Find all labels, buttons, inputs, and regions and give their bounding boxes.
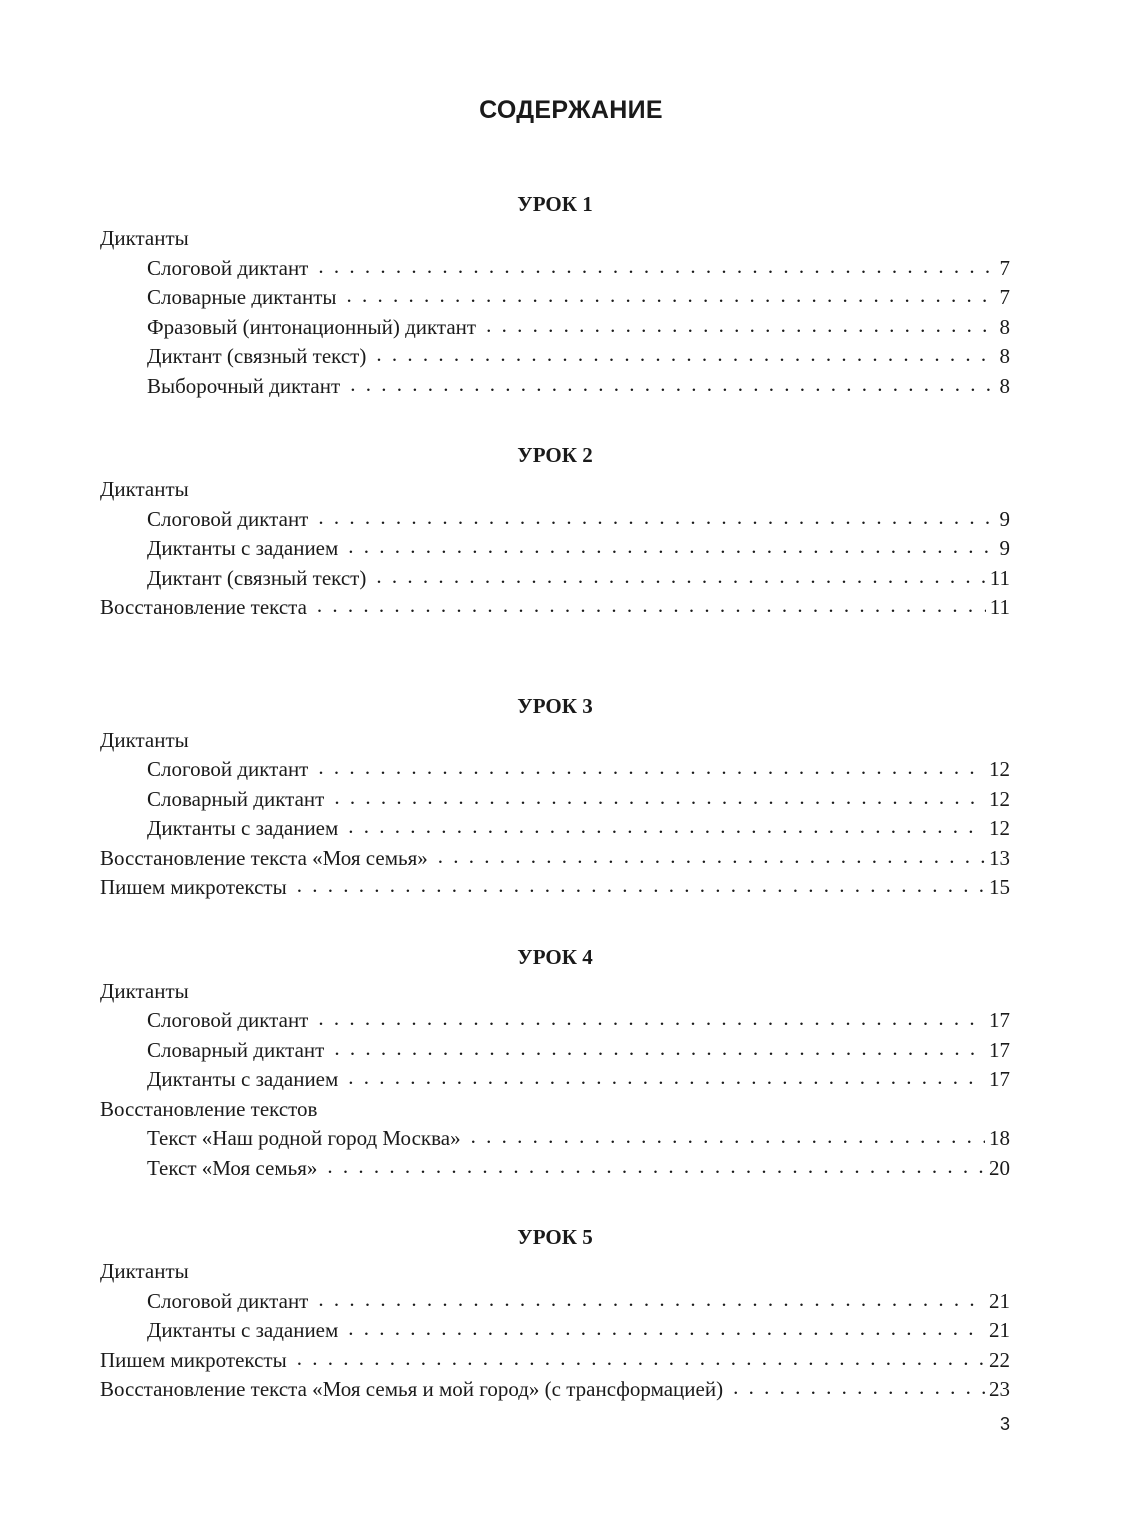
entry-page-number: 22 [989, 1347, 1010, 1372]
toc-entry[interactable] [100, 254, 1010, 284]
lesson-section [100, 1219, 1010, 1405]
dot-leader [334, 1034, 985, 1064]
entry-page-number: 8 [999, 314, 1010, 339]
entry-title: Текст «Наш родной город Москва» [147, 1126, 461, 1150]
dot-leader [318, 1285, 985, 1315]
lesson-section [100, 688, 1010, 903]
group-label: Диктанты [100, 978, 189, 1003]
table-of-contents [100, 186, 1010, 1441]
dot-leader [317, 591, 986, 621]
lesson-heading: УРОК 1 [517, 192, 593, 216]
lesson-heading: УРОК 3 [517, 693, 593, 718]
dot-leader [733, 1373, 985, 1403]
toc-entry[interactable] [100, 1124, 1010, 1154]
toc-entry[interactable] [100, 1065, 1010, 1095]
dot-leader [334, 783, 985, 813]
entry-title: Пишем микротексты [100, 875, 287, 899]
dot-leader [486, 311, 995, 341]
dot-leader [318, 503, 995, 533]
toc-entry[interactable] [100, 1006, 1010, 1036]
toc-entry[interactable] [100, 785, 1010, 815]
entry-title: Фразовый (интонационный) диктант [147, 314, 477, 339]
entry-title: Словарные диктанты [147, 285, 337, 309]
dot-leader [297, 1344, 985, 1374]
dot-leader [350, 370, 995, 400]
entry-title: Выборочный диктант [147, 373, 341, 398]
entry-page-number: 9 [999, 506, 1010, 531]
entry-title: Слоговой диктант [147, 255, 309, 280]
entry-title: Диктанты с заданием [147, 536, 339, 560]
page-title: СОДЕРЖАНИЕ [479, 96, 663, 124]
dot-leader [318, 252, 995, 282]
entry-title: Текст «Моя семья» [147, 1155, 318, 1180]
entry-title: Пишем микротексты [100, 1347, 287, 1372]
entry-title: Диктант (связный текст) [147, 565, 367, 590]
entry-page-number: 8 [999, 344, 1010, 368]
toc-entry[interactable] [100, 283, 1010, 313]
dot-leader [327, 1152, 985, 1182]
group-label: Диктанты [100, 1259, 189, 1283]
lesson-section [100, 939, 1010, 1184]
lesson-section [100, 186, 1010, 401]
entry-title: Словарный диктант [147, 1037, 325, 1062]
entry-page-number: 18 [989, 1126, 1010, 1150]
lesson-heading: УРОК 2 [517, 443, 593, 467]
entry-title: Диктанты с заданием [147, 1318, 339, 1342]
dot-leader [318, 753, 985, 783]
dot-leader [348, 532, 995, 562]
group-label: Диктанты [100, 727, 189, 752]
entry-title: Слоговой диктант [147, 1288, 309, 1313]
group-label: Диктанты [100, 226, 189, 250]
toc-entry[interactable] [100, 593, 1010, 623]
page-number: 3 [1000, 1414, 1011, 1434]
toc-entry[interactable] [100, 1316, 1010, 1346]
toc-entry[interactable] [100, 313, 1010, 343]
toc-entry[interactable] [100, 1287, 1010, 1317]
dot-leader [297, 871, 985, 901]
toc-entry[interactable] [100, 1375, 1010, 1405]
entry-page-number: 21 [989, 1288, 1010, 1313]
entry-title: Диктанты с заданием [147, 1067, 339, 1091]
dot-leader [348, 1063, 985, 1093]
entry-title: Слоговой диктант [147, 757, 309, 781]
lesson-heading: УРОК 5 [517, 1225, 593, 1249]
entry-page-number: 20 [989, 1155, 1010, 1180]
toc-entry[interactable] [100, 564, 1010, 594]
entry-title: Восстановление текста [100, 595, 307, 619]
toc-entry[interactable] [100, 505, 1010, 535]
entry-page-number: 13 [989, 845, 1010, 870]
dot-leader [438, 842, 985, 872]
dot-leader [318, 1004, 985, 1034]
entry-page-number: 7 [999, 255, 1010, 280]
toc-entry[interactable] [100, 814, 1010, 844]
dot-leader [348, 812, 985, 842]
entry-page-number: 12 [989, 757, 1010, 781]
dot-leader [471, 1122, 985, 1152]
entry-page-number: 21 [989, 1318, 1010, 1342]
dot-leader [376, 562, 985, 592]
toc-entry[interactable] [100, 342, 1010, 372]
dot-leader [376, 340, 995, 370]
entry-page-number: 17 [989, 1067, 1010, 1091]
group-label: Восстановление текстов [100, 1096, 318, 1121]
entry-title: Восстановление текста «Моя семья и мой город» (с трансформацией) [100, 1377, 724, 1401]
toc-entry[interactable] [100, 1346, 1010, 1376]
entry-page-number: 12 [989, 816, 1010, 840]
toc-entry[interactable] [100, 755, 1010, 785]
entry-page-number: 7 [999, 285, 1010, 309]
entry-title: Диктанты с заданием [147, 816, 339, 840]
toc-entry[interactable] [100, 534, 1010, 564]
entry-page-number: 17 [989, 1008, 1010, 1032]
toc-entry[interactable] [100, 873, 1010, 903]
entry-title: Восстановление текста «Моя семья» [100, 845, 428, 870]
entry-page-number: 23 [989, 1377, 1010, 1401]
entry-page-number: 11 [989, 565, 1010, 590]
entry-title: Слоговой диктант [147, 506, 309, 531]
entry-page-number: 12 [989, 786, 1010, 811]
toc-entry[interactable] [100, 844, 1010, 874]
entry-page-number: 11 [989, 595, 1010, 619]
toc-entry[interactable] [100, 1036, 1010, 1066]
dot-leader [347, 281, 996, 311]
entry-title: Слоговой диктант [147, 1008, 309, 1032]
entry-page-number: 17 [989, 1037, 1010, 1062]
lesson-heading: УРОК 4 [517, 944, 593, 969]
toc-entry[interactable] [100, 1154, 1010, 1184]
group-label: Диктанты [100, 477, 189, 501]
dot-leader [348, 1314, 985, 1344]
entry-title: Диктант (связный текст) [147, 344, 367, 368]
entry-title: Словарный диктант [147, 786, 325, 811]
lesson-section [100, 437, 1010, 623]
toc-entry[interactable] [100, 372, 1010, 402]
entry-page-number: 9 [999, 536, 1010, 560]
entry-page-number: 8 [999, 373, 1010, 398]
entry-page-number: 15 [989, 875, 1010, 899]
